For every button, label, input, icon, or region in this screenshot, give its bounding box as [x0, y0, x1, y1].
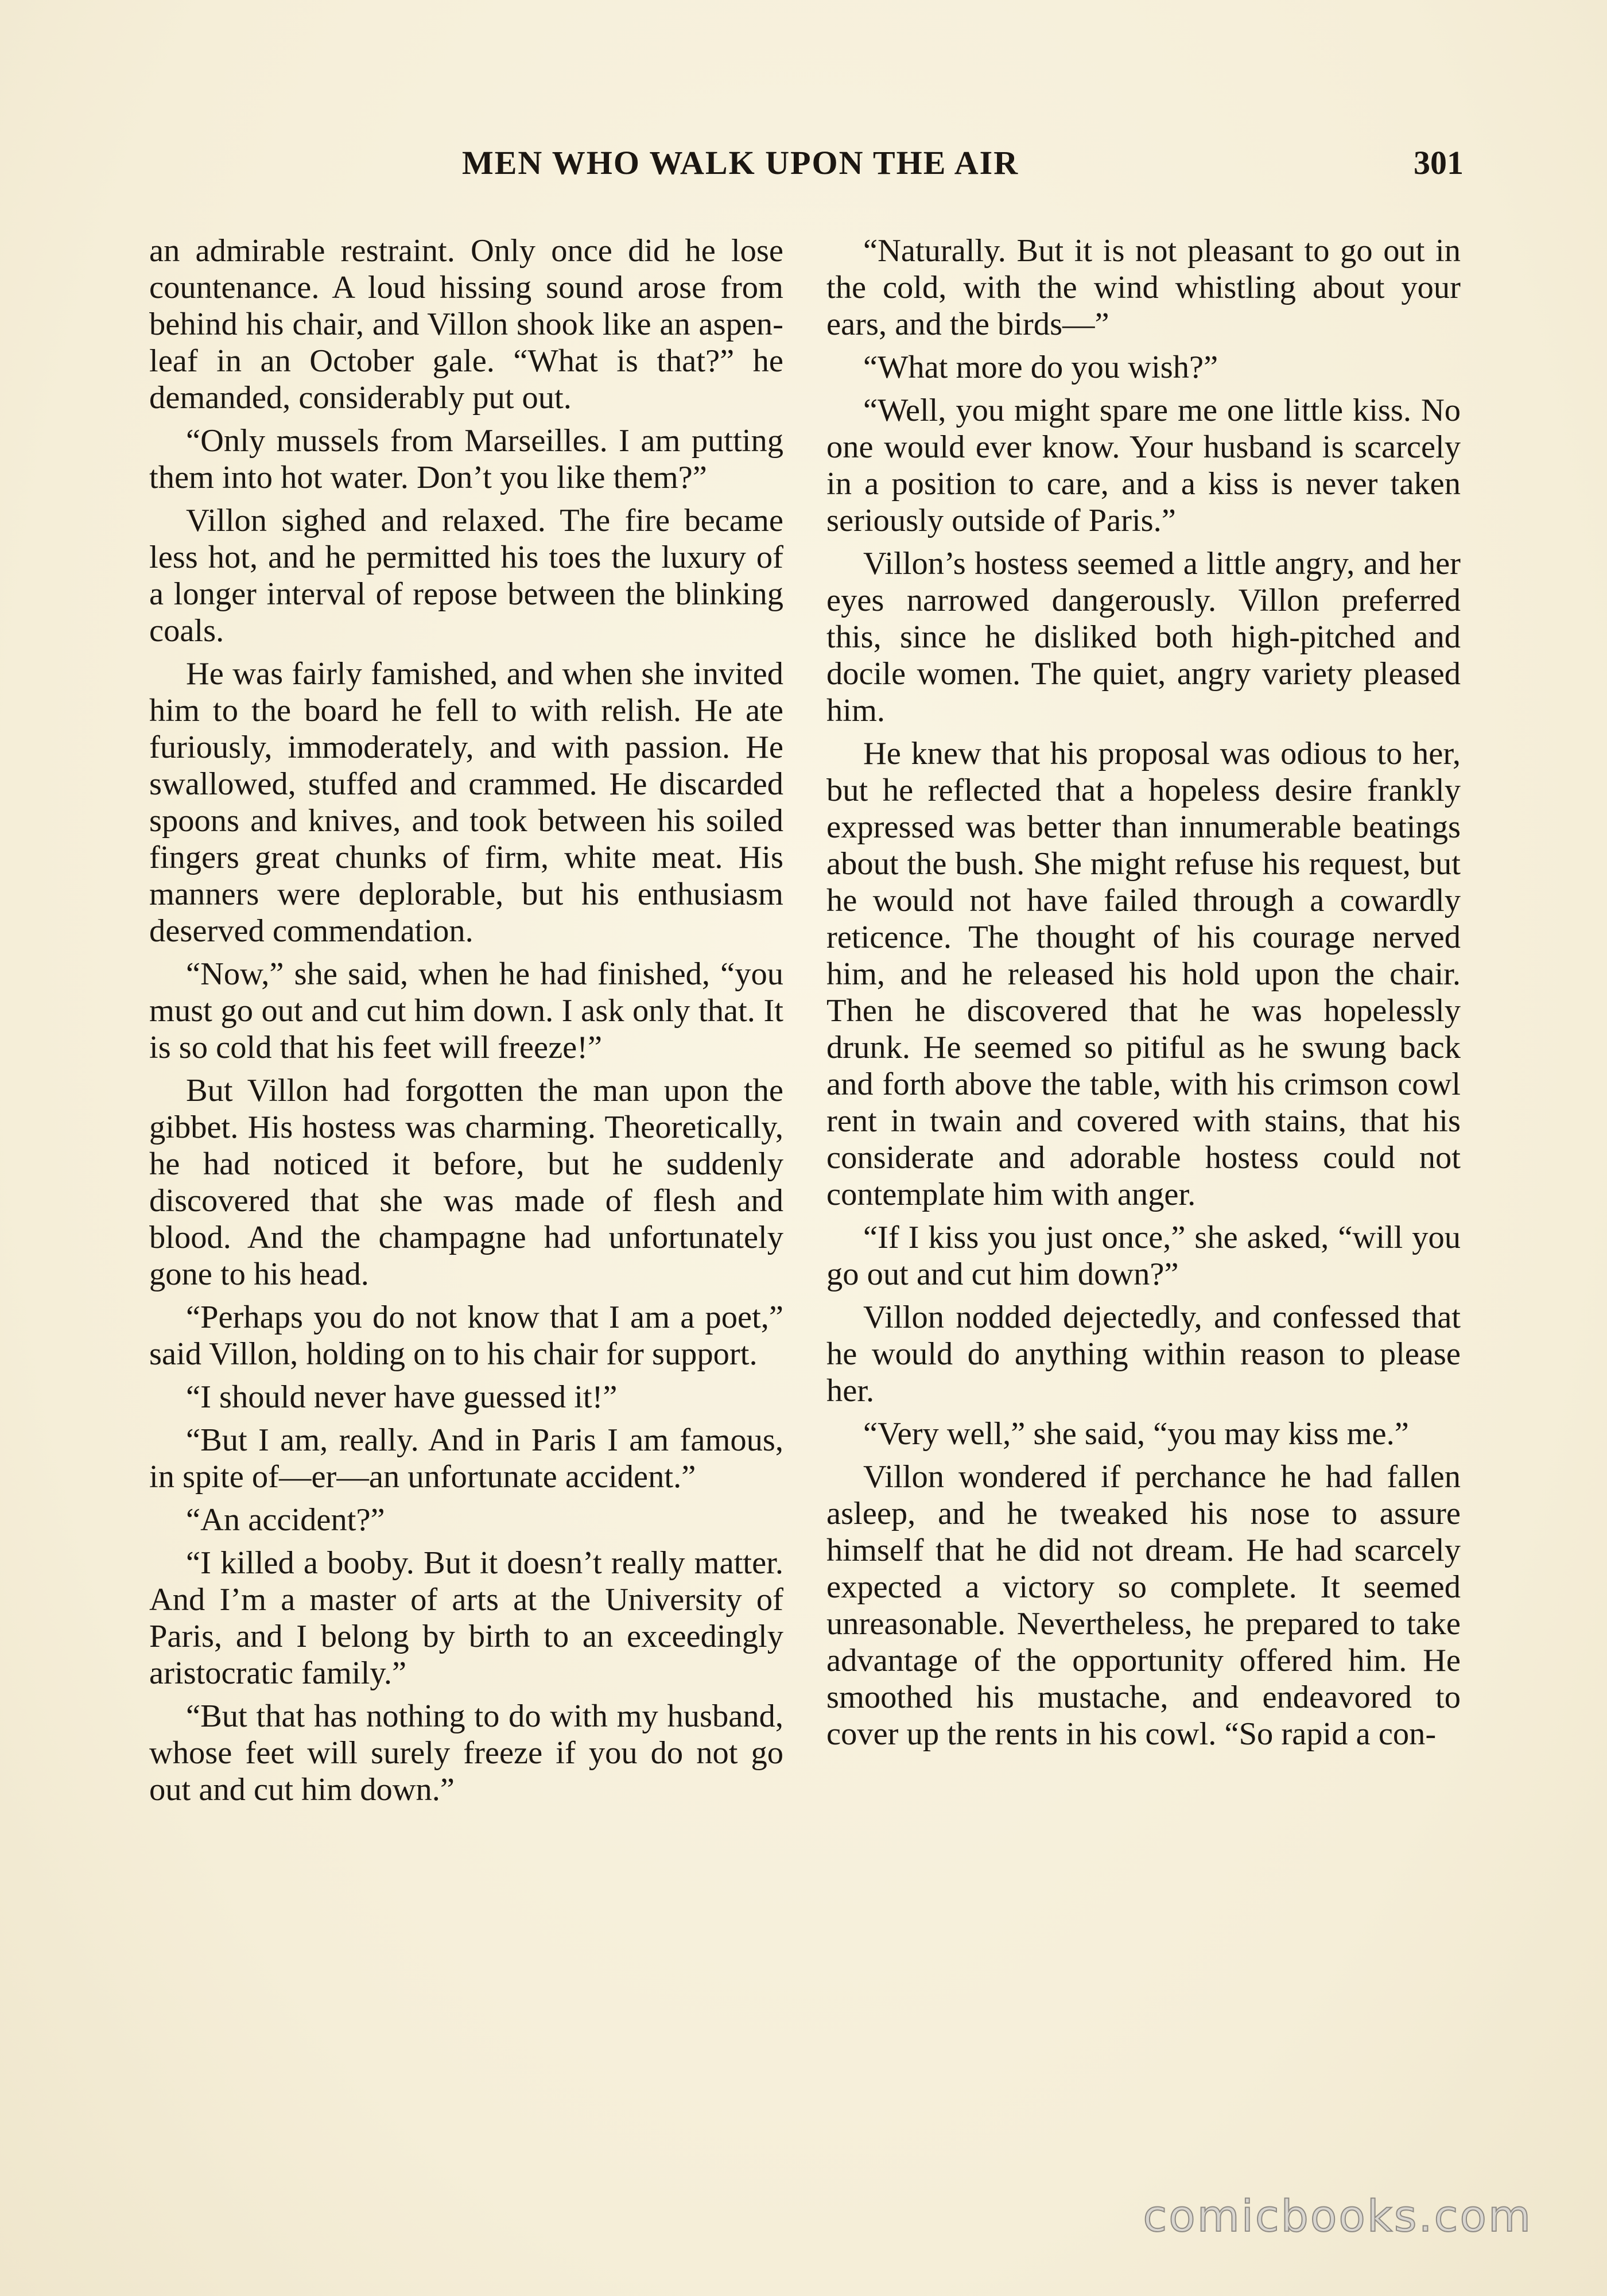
paragraph: “An accident?”: [186, 1502, 385, 1538]
paragraph: He was fairly famished, and when she invited him to the board he fell to with relish. He ate furiously, immoderately, and with passion. He swallowed, stuffed and crammed. He discarded spoons and knives, and took between his soiled fingers great chunks of firm, white meat. His manners were deplorable, but his enthusiasm deserved commendation.: [149, 656, 783, 949]
paragraph: Villon’s hostess seemed a little angry, and her eyes narrowed dangerously. Villon preferred this, since he disliked both high-pitched and docile women. The quiet, angry variety pleased him.: [826, 546, 1461, 728]
paragraph: “I killed a booby. But it doesn’t really matter. And I’m a master of arts at the University of Paris, and I belong by birth to an exceedingly aristocratic family.”: [149, 1545, 783, 1691]
chapter-title: MEN WHO WALK UPON THE AIR: [462, 144, 1019, 181]
paragraph: He knew that his proposal was odious to her, but he reflected that a hopeless desire frankly expressed was better than innumerable beatings about the bush. She might refuse his request, but he would not have failed through a cowardly reticence. The thought of his courage nerved him, and he released his hold upon the chair. Then he discovered that he was hopelessly drunk. He seemed so pitiful as he swung back and forth above the table, with his crimson cowl rent in twain and covered with stains, that his considerate and adorable hostess could not contemplate him with anger.: [826, 736, 1461, 1212]
paragraph: “Very well,” she said, “you may kiss me.”: [863, 1416, 1409, 1452]
page-number: 301: [1414, 144, 1464, 181]
paragraph: “But I am, really. And in Paris I am famous, in spite of—er—an unfortunate accident.”: [149, 1422, 783, 1495]
paragraph: “What more do you wish?”: [863, 350, 1218, 385]
paragraph: Villon wondered if perchance he had fallen asleep, and he tweaked his nose to assure himself that he did not dream. He had scarcely expected a victory so complete. It seemed unreasonable. Nevertheless, he prepared to take advantage of the opportunity offered him. He smoothed his mustache, and endeavored to cover up the rents in his cowl. “So rapid a con-: [826, 1459, 1461, 1752]
running-head: [149, 144, 1464, 189]
paragraph: “If I kiss you just once,” she asked, “will you go out and cut him down?”: [826, 1220, 1461, 1292]
paragraph: “Only mussels from Marseilles. I am putting them into hot water. Don’t you like them?”: [149, 423, 783, 495]
paragraph: “But that has nothing to do with my husband, whose feet will surely freeze if you do not go out and cut him down.”: [149, 1698, 783, 1808]
paragraph: “I should never have guessed it!”: [186, 1379, 618, 1415]
paragraph: Villon sighed and relaxed. The fire became less hot, and he permitted his toes the luxury of a longer interval of repose between the blinking coals.: [149, 503, 783, 649]
paragraph: But Villon had forgotten the man upon the gibbet. His hostess was charming. Theoretically, he had noticed it before, but he suddenly discovered that she was made of flesh and blood. And the champagne had unfortunately gone to his head.: [149, 1073, 783, 1292]
paragraph: Villon nodded dejectedly, and confessed that he would do anything within reason to please her.: [826, 1300, 1461, 1409]
paragraph: “Now,” she said, when he had finished, “you must go out and cut him down. I ask only that. It is so cold that his feet will freeze!”: [149, 956, 783, 1065]
right-column: [826, 232, 1461, 1759]
paragraph: an admirable restraint. Only once did he lose countenance. A loud hissing sound arose from behind his chair, and Villon shook like an aspen-leaf in an October gale. “What is that?” he demanded, considerably put out.: [149, 233, 783, 416]
paragraph: “Perhaps you do not know that I am a poet,” said Villon, holding on to his chair for support.: [149, 1300, 783, 1372]
left-column: [149, 232, 783, 1814]
watermark: comicbooks.com: [1143, 2190, 1532, 2241]
paragraph: “Naturally. But it is not pleasant to go out in the cold, with the wind whistling about your ears, and the birds—”: [826, 233, 1461, 342]
paragraph: “Well, you might spare me one little kiss. No one would ever know. Your husband is scarcely in a position to care, and a kiss is never taken seriously outside of Paris.”: [826, 393, 1461, 538]
